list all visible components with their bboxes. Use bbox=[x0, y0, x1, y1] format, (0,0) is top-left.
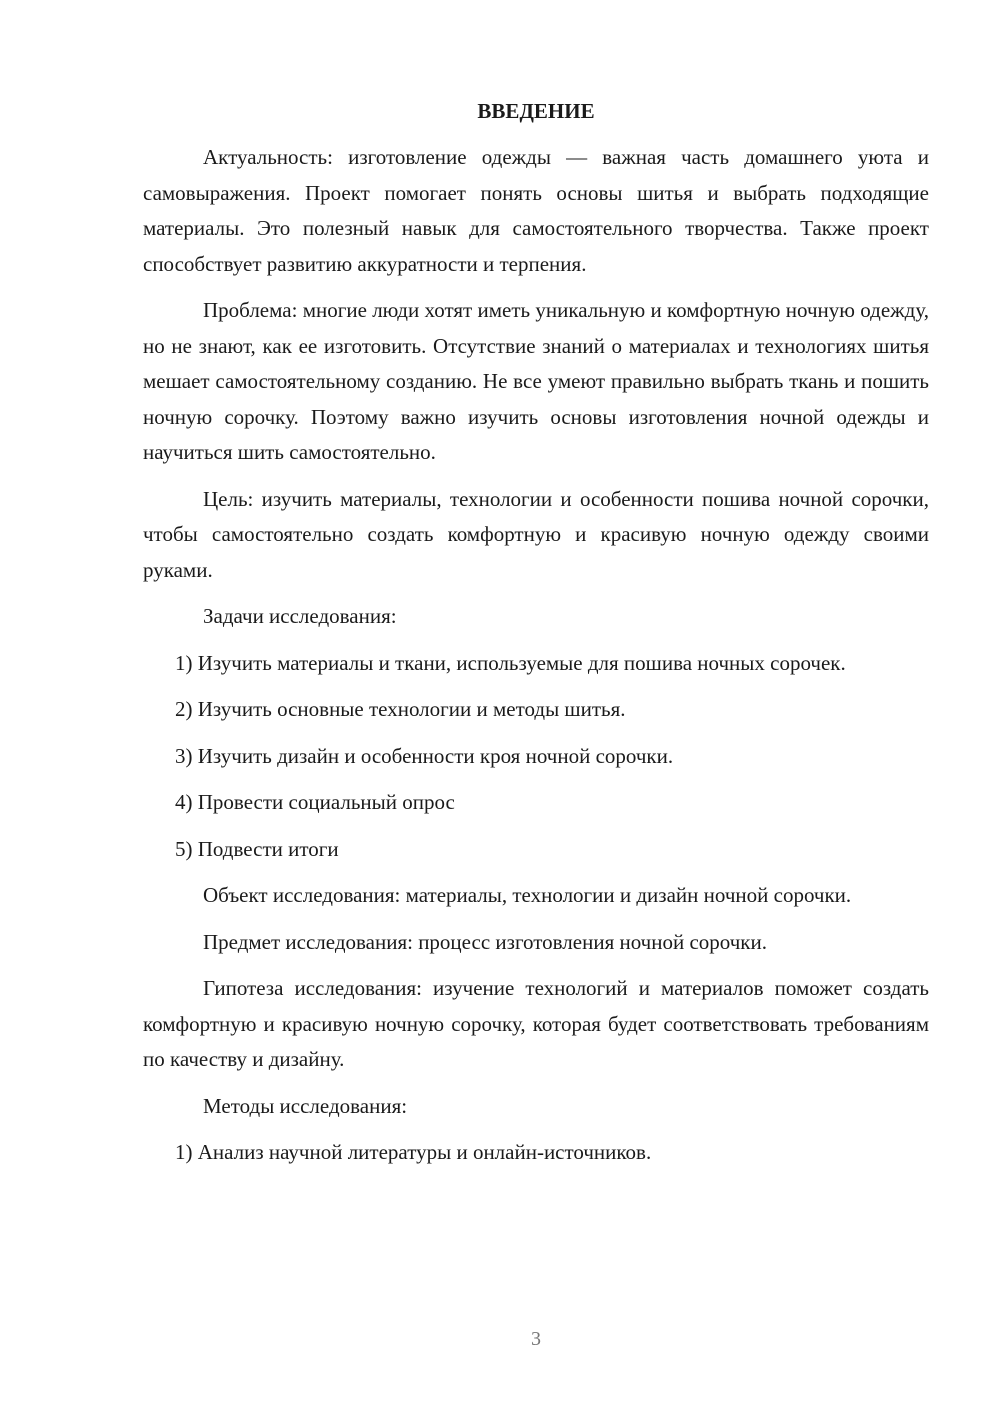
relevance-paragraph: Актуальность: изготовление одежды — важная часть домашнего уюта и самовыражения. Проект помогает понять основы шитья и выбрать подходящие материалы. Это полезный навык для самостоятельного творчества. Также проект способствует развитию аккуратности и терпения. bbox=[143, 145, 929, 276]
hypothesis-paragraph: Гипотеза исследования: изучение технологий и материалов поможет создать комфортную и красивую ночную сорочку, которая будет соответствовать требованиям по качеству и дизайну. bbox=[143, 976, 929, 1071]
page-content bbox=[143, 94, 929, 1182]
task-item: 2) Изучить основные технологии и методы шитья. bbox=[175, 697, 626, 721]
page-number: 3 bbox=[531, 1328, 541, 1350]
problem-paragraph: Проблема: многие люди хотят иметь уникальную и комфортную ночную одежду, но не знают, как ее изготовить. Отсутствие знаний о материалах и технологиях шитья мешает самостоятельному созданию. Не все умеют правильно выбрать ткань и пошить ночную сорочку. Поэтому важно изучить основы изготовления ночной одежды и научиться шить самостоятельно. bbox=[143, 298, 929, 464]
goal-paragraph: Цель: изучить материалы, технологии и особенности пошива ночной сорочки, чтобы самостоятельно создать комфортную и красивую ночную одежду своими руками. bbox=[143, 486, 929, 582]
task-item: 4) Провести социальный опрос bbox=[175, 790, 455, 814]
task-item: 3) Изучить дизайн и особенности кроя ночной сорочки. bbox=[175, 743, 674, 768]
section-title: ВВЕДЕНИЕ bbox=[477, 99, 595, 123]
method-item: 1) Анализ научной литературы и онлайн-источников. bbox=[175, 1140, 652, 1164]
task-item: 1) Изучить материалы и ткани, используемые для пошива ночных сорочек. bbox=[175, 650, 846, 675]
task-item: 5) Подвести итоги bbox=[175, 836, 339, 861]
subject-paragraph: Предмет исследования: процесс изготовления ночной сорочки. bbox=[203, 929, 767, 954]
object-paragraph: Объект исследования: материалы, технологии и дизайн ночной сорочки. bbox=[203, 883, 852, 907]
methods-heading: Методы исследования: bbox=[203, 1093, 408, 1118]
tasks-heading: Задачи исследования: bbox=[203, 604, 397, 628]
